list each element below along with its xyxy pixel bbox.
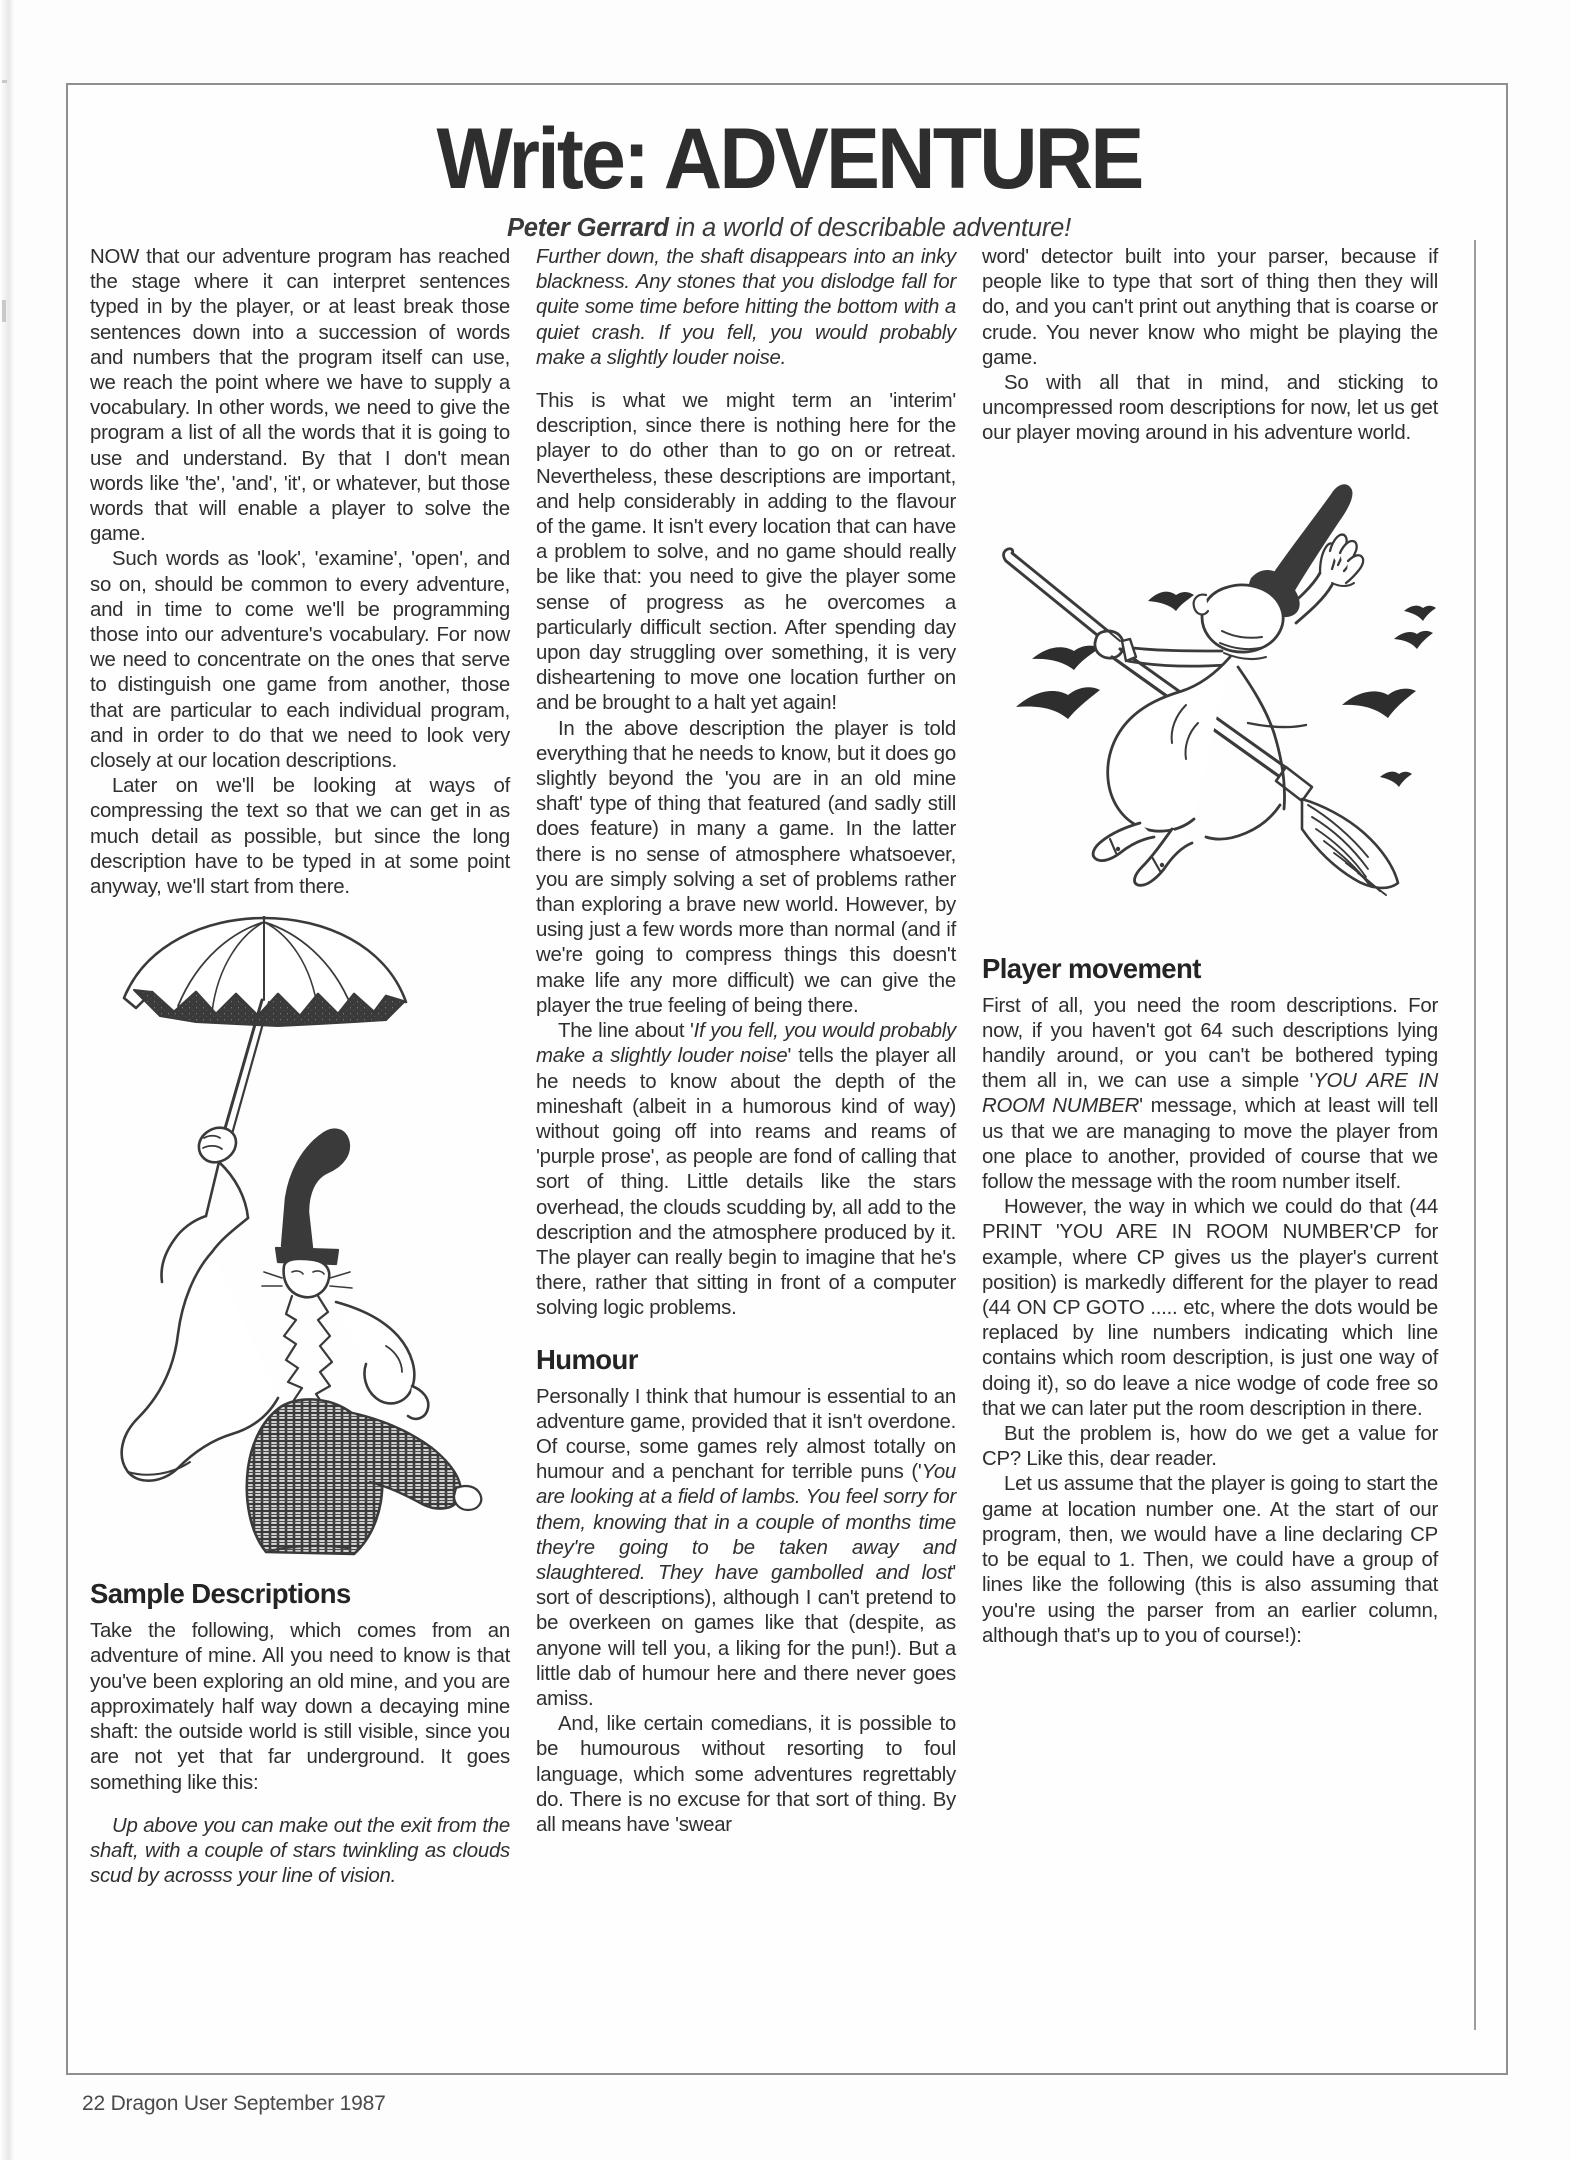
column-three — [982, 245, 1438, 2045]
paragraph-line-about — [536, 1019, 956, 1321]
paragraph: Take the following, which comes from an adventure of mine. All you need to know is that you've been exploring an old mine, and you are approximately half way down a decaying mine shaft: the outside world is still visible, since you are not yet that far underground. It goes something like this: — [90, 1620, 510, 1794]
line-about-italic: If you fell, you would probably make a slightly louder noise — [536, 1020, 956, 1068]
paragraph: NOW that our adventure program has reached the stage where it can interpret sentences typed in by the player, or at least break those sentences down into a succession of words and numbers that the program itself can use, we reach the point where we have to supply a vocabulary. In other words, we need to give the program a list of all the words that it is going to use and understand. By that I don't mean words like 'the', 'and', 'it', or whatever, but those words that will enable a player to solve the game. — [90, 246, 510, 546]
humour-lead: Personally I think that humour is essential to an adventure game, provided that it isn't overdone. Of course, some games rely almost totally on humour and a penchant for terrible puns (' — [536, 1385, 956, 1484]
scan-speck-mid — [2, 300, 6, 322]
page-title: Write: ADVENTURE — [436, 111, 1142, 207]
paragraph-movement — [982, 994, 1438, 1196]
paragraph: However, the way in which we could do that (44 PRINT 'YOU ARE IN ROOM NUMBER'CP for example, where CP gives us the player's current position) is markedly different for the player to read (44 ON CP GOTO ..... etc, where the dots would be replaced by line numbers indicating which line contains which room description, is just one way of doing it), so do leave a nice wodge of code free so that we can later put the room description in there. — [982, 1196, 1438, 1420]
paragraph-humour — [536, 1385, 956, 1713]
line-about-lead: The line about ' — [558, 1020, 694, 1043]
scan-edge-artifact — [0, 0, 14, 2160]
line-about-tail: ' tells the player all he needs to know about the depth of the mineshaft (albeit in a humorous kind of way) without going off into reams and reams of 'purple prose', as people are fond of calling that sort of thing. Little details like the stars overhead, the clouds scudding by, all add to the description and the atmosphere produced by it. The player can really begin to imagine that he's there, rather that sitting in front of a computer solving logic problems. — [536, 1045, 956, 1320]
paragraph: word' detector built into your parser, because if people like to type that sort of thing then they will do, and you can't print out anything that is coarse or crude. You never know who might be playing the game. — [982, 246, 1438, 369]
paragraph: So with all that in mind, and sticking to uncompressed room descriptions for now, let us get our player moving around in his adventure world. — [982, 372, 1438, 445]
movement-italic-message: YOU ARE IN ROOM NUMBER — [982, 1070, 1439, 1118]
page-frame — [66, 83, 1508, 2075]
section-heading-humour: Humour — [536, 1343, 638, 1375]
wizard-with-umbrella-illustration — [86, 916, 510, 1556]
paragraph: Later on we'll be looking at ways of compressing the text so that we can get in as much detail as possible, but since the long description have to be typed in at some point anyway, we'll start from there. — [90, 775, 510, 899]
byline-author: Peter Gerrard — [506, 213, 669, 242]
masthead — [68, 85, 1510, 243]
paragraph: But the problem is, how do we get a value for CP? Like this, dear reader. — [982, 1423, 1438, 1471]
column-two — [536, 245, 956, 2045]
paragraph: Let us assume that the player is going to start the game at location number one. At the start of our program, then, we would have a line declaring CP to be equal to 1. Then, we could have a group of lines like the following (this is also assuming that you're using the parser from an earlier column, although that's up to you of course!): — [982, 1473, 1438, 1647]
humour-tail: ' sort of descriptions), although I can't pretend to be overkeen on games like that (despite, as anyone will tell you, a liking for the pun!). But a little dab of humour here and there never goes amiss. — [536, 1561, 956, 1710]
paragraph: Such words as 'look', 'examine', 'open', and so on, should be common to every adventure, and in time to come we'll be programming those into our adventure's vocabulary. For now we need to concentrate on the ones that serve to distinguish one game from another, those that are particular to each individual program, and in order to do that we need to look very closely at our location descriptions. — [90, 548, 510, 773]
paragraph: And, like certain comedians, it is possible to be humourous without resorting to foul language, which some adventures regrettably do. There is no excuse for that sort of thing. By all means have 'swear — [536, 1713, 956, 1836]
section-heading-player-movement: Player movement — [982, 952, 1201, 984]
section-heading-sample-descriptions: Sample Descriptions — [90, 1578, 351, 1610]
sample-description-quote: Up above you can make out the exit from the shaft, with a couple of stars twinkling as clouds scud by acrosss your line of vision. — [90, 1814, 510, 1888]
byline-subtitle: in a world of describable adventure! — [668, 213, 1072, 242]
wizard-on-broomstick-illustration — [990, 461, 1438, 931]
column-one — [90, 245, 510, 2045]
paragraph: In the above description the player is told everything that he needs to know, but it does go slightly beyond the 'you are in an old mine shaft' type of thing that featured (and sadly still does feature) in many a game. In the latter there is no sense of atmosphere whatsoever, you are simply solving a set of problems rather than exploring a brave new world. However, by using just a few words more than normal (and if we're going to compress things this doesn't make life any more difficult) we can give the player the true feeling of being there. — [536, 717, 956, 1017]
movement-tail: ' message, which at least will tell us that we are managing to move the player from one place to another, provided of course that we follow the message with the room number itself. — [982, 1095, 1438, 1194]
humour-italic-example: You are looking at a field of lambs. You feel sorry for them, knowing that in a couple of months time they're going to be taken away and slaughtered. They have gambolled and lost — [536, 1461, 956, 1584]
movement-lead: First of all, you need the room descriptions. For now, if you haven't got 64 such descriptions lying handily around, or you can't be bothered typing them all in, we can use a simple ' — [982, 994, 1438, 1093]
page-footer: 22 Dragon User September 1987 — [82, 2092, 386, 2115]
opening-italic-quote: Further down, the shaft disappears into an inky blackness. Any stones that you dislodge fall for quite some time before hitting the bottom with a quiet crash. If you fell, you would probably make a slightly louder noise. — [536, 246, 956, 369]
byline — [68, 214, 1510, 243]
article-columns — [90, 245, 1488, 2045]
scan-speck-top — [2, 80, 7, 83]
paragraph: This is what we might term an 'interim' description, since there is nothing here for the player to do other than to go on or retreat. Nevertheless, these descriptions are important, and help considerably in adding to the flavour of the game. It isn't every location that can have a problem to solve, and no game should really be like that: you need to give the player some sense of progress as he overcomes a particularly difficult section. After spending day upon day struggling over something, it is very disheartening to move one location further on and be brought to a halt yet again! — [536, 390, 956, 715]
